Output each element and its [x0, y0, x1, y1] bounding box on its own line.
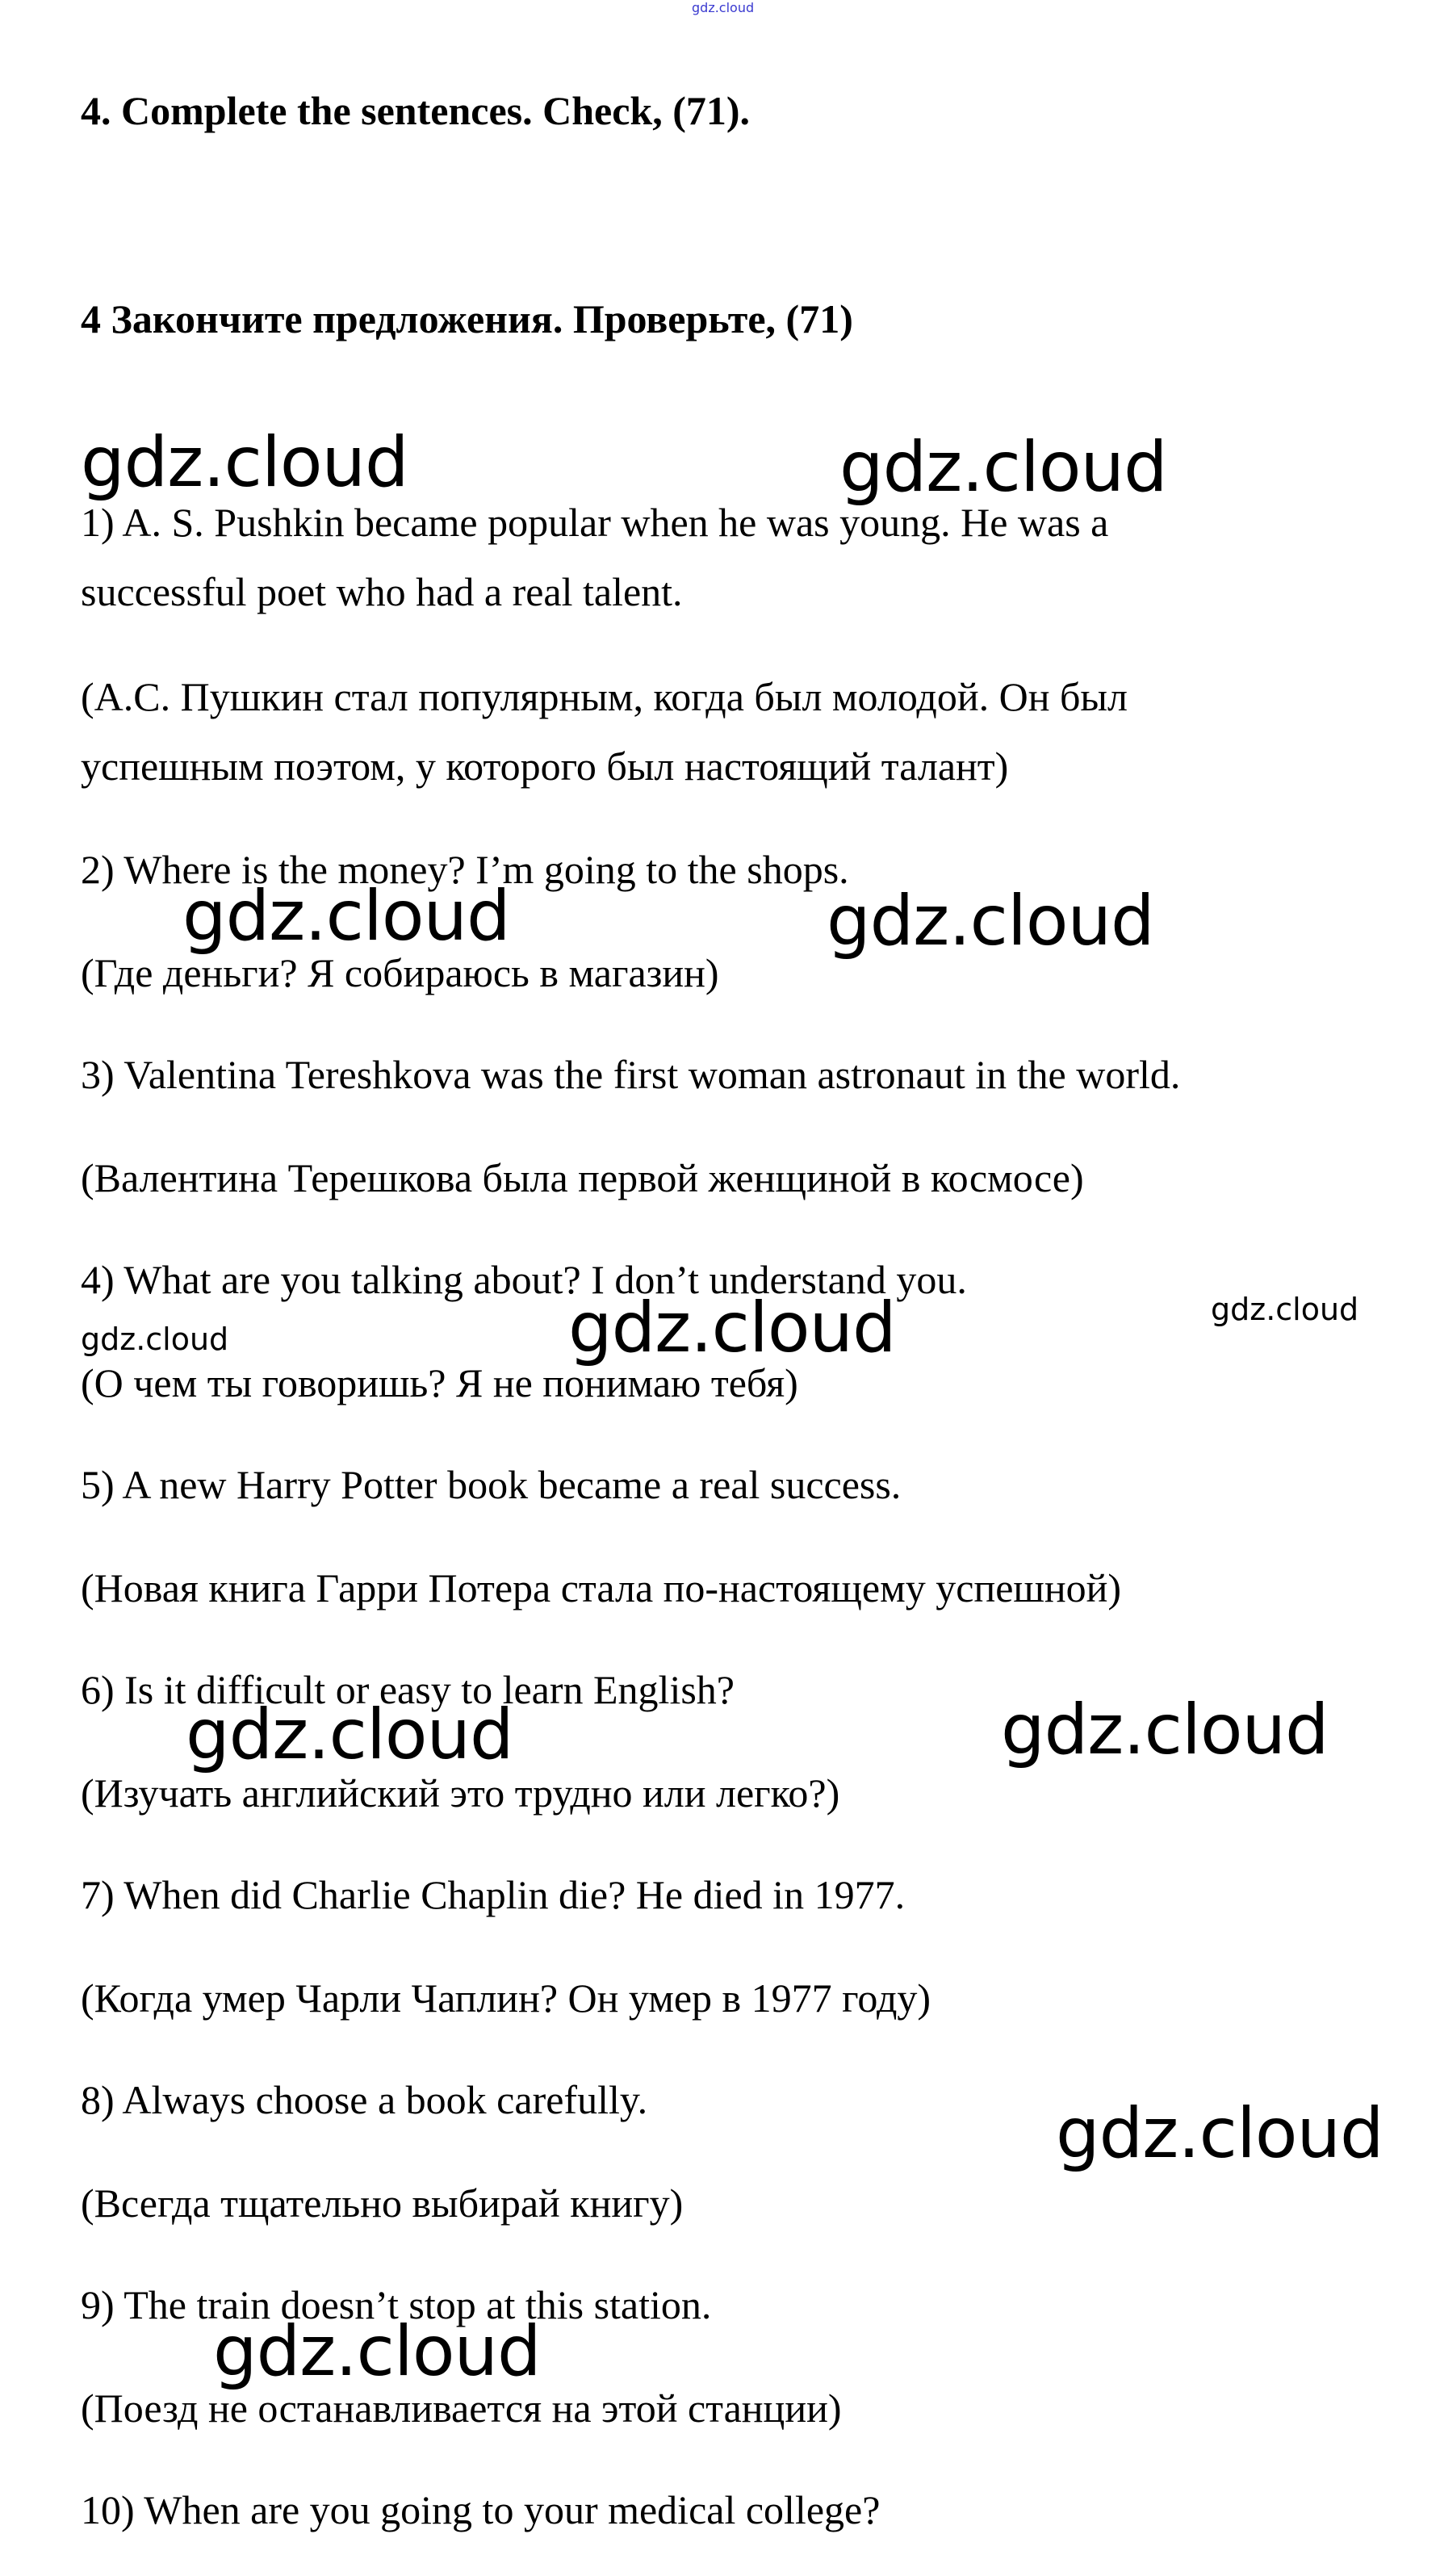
item-3-en: 3) Valentina Tereshkova was the first woman astronaut in the world.	[81, 1052, 1181, 1097]
watermark-8: gdz.cloud	[186, 1694, 513, 1775]
item-6-en: 6) Is it difficult or easy to learn English?	[81, 1667, 735, 1712]
task-title-ru: 4 Закончите предложения. Проверьте, (71)	[81, 296, 853, 341]
watermark-2: gdz.cloud	[839, 427, 1167, 508]
item-8-ru: (Всегда тщательно выбирай книгу)	[81, 2180, 684, 2226]
item-7-en: 7) When did Charlie Chaplin die? He died in 1977.	[81, 1872, 906, 1917]
item-1-ru-line-1: (А.С. Пушкин стал популярным, когда был молодой. Он был	[81, 674, 1128, 719]
item-2-ru: (Где деньги? Я собираюсь в магазин)	[81, 950, 719, 995]
watermark-11: gdz.cloud	[213, 2311, 541, 2392]
item-10-en: 10) When are you going to your medical college?	[81, 2487, 881, 2532]
watermark-6: gdz.cloud	[568, 1288, 896, 1368]
item-1-en-line-1: 1) A. S. Pushkin became popular when he was young. He was a	[81, 500, 1109, 545]
watermark-9: gdz.cloud	[1001, 1690, 1329, 1770]
item-5-ru: (Новая книга Гарри Потера стала по-настоящему успешной)	[81, 1565, 1122, 1611]
item-4-ru: (О чем ты говоришь? Я не понимаю тебя)	[81, 1360, 798, 1405]
item-2-en: 2) Where is the money? I’m going to the shops.	[81, 847, 849, 892]
watermark-top: gdz.cloud	[692, 0, 755, 15]
watermark-7: gdz.cloud	[1211, 1292, 1359, 1327]
watermark-1: gdz.cloud	[81, 422, 408, 503]
item-1-en-line-2: successful poet who had a real talent.	[81, 569, 683, 614]
item-6-ru: (Изучать английский это трудно или легко?)	[81, 1770, 840, 1816]
item-9-en: 9) The train doesn’t stop at this station.	[81, 2282, 712, 2327]
item-9-ru: (Поезд не останавливается на этой станции)	[81, 2385, 842, 2431]
item-5-en: 5) A new Harry Potter book became a real success.	[81, 1462, 902, 1507]
item-3-ru: (Валентина Терешкова была первой женщиной в космосе)	[81, 1155, 1084, 1200]
item-8-en: 8) Always choose a book carefully.	[81, 2077, 648, 2122]
watermark-5: gdz.cloud	[81, 1322, 229, 1357]
item-1-ru-line-2: успешным поэтом, у которого был настоящий талант)	[81, 743, 1009, 789]
item-7-ru: (Когда умер Чарли Чаплин? Он умер в 1977 году)	[81, 1975, 931, 2021]
item-4-en: 4) What are you talking about? I don’t understand you.	[81, 1257, 967, 1302]
watermark-3: gdz.cloud	[182, 876, 510, 957]
task-title-en: 4. Complete the sentences. Check, (71).	[81, 88, 751, 133]
watermark-10: gdz.cloud	[1056, 2093, 1383, 2174]
watermark-4: gdz.cloud	[827, 881, 1154, 961]
